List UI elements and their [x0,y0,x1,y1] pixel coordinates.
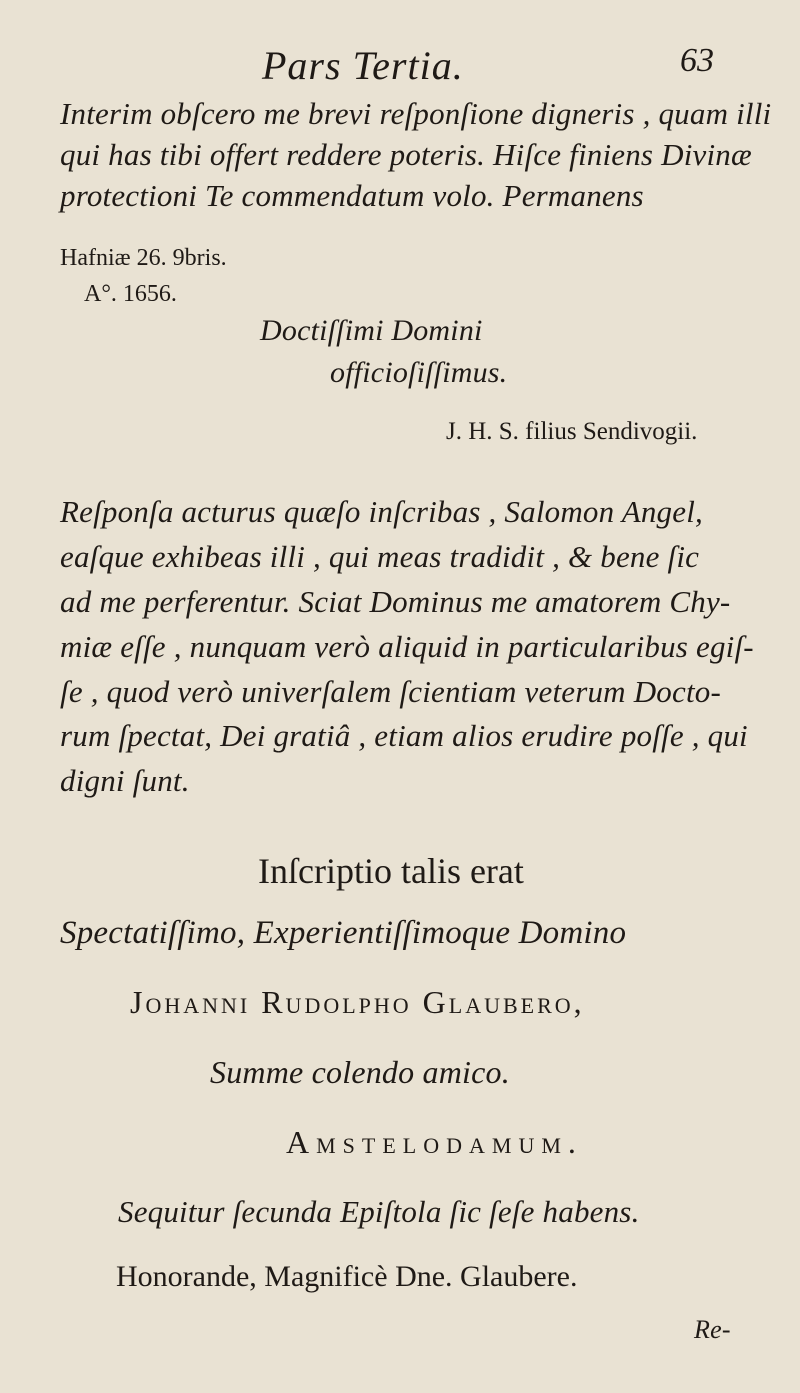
closing-line: Doctiſſimi Domini [260,314,483,347]
text-line: Interim obſcero me brevi reſponſione digneris , quam illi [60,96,772,131]
salutation: Honorande, Magnificè Dne. Glaubere. [116,1260,578,1293]
text-line: miæ eſſe , nunquam verò aliquid in particularibus egiſ- [60,629,754,664]
inscription-line: Spectatiſſimo, Experientiſſimoque Domino [60,915,627,951]
inscription-line: Johanni Rudolpho Glaubero, [130,984,585,1020]
text-line: Reſponſa acturus quæſo inſcribas , Salomon Angel, [60,494,703,529]
inscription-heading: Inſcriptio talis erat [258,851,524,891]
text-line: ad me perferentur. Sciat Dominus me amatorem Chy- [60,584,731,619]
page-header [0,42,800,92]
text-line: rum ſpectat, Dei gratiâ , etiam alios erudire poſſe , qui [60,718,748,753]
dateline-year: A°. 1656. [84,281,177,307]
text-line: digni ſunt. [60,763,190,798]
dateline-place: Hafniæ 26. 9bris. [60,245,227,271]
text-line: ſe , quod verò univerſalem ſcientiam veterum Docto- [60,674,722,709]
text-line: qui has tibi offert reddere poteris. Hiſce finiens Divinæ [60,137,752,172]
next-letter-intro: Sequitur ſecunda Epiſtola ſic ſeſe habens. [118,1194,640,1229]
running-head: Pars Tertia. [262,43,464,88]
inscription-line: Amstelodamum. [286,1124,583,1160]
catchword: Re- [694,1315,731,1344]
text-line: protectioni Te commendatum volo. Permanens [60,178,644,213]
signature: J. H. S. filius Sendivogii. [446,418,698,445]
inscription-line: Summe colendo amico. [210,1054,510,1090]
text-line: eaſque exhibeas illi , qui meas tradidit , & bene ſic [60,539,700,574]
page-number: 63 [680,42,714,79]
closing-line: officioſiſſimus. [330,356,508,389]
